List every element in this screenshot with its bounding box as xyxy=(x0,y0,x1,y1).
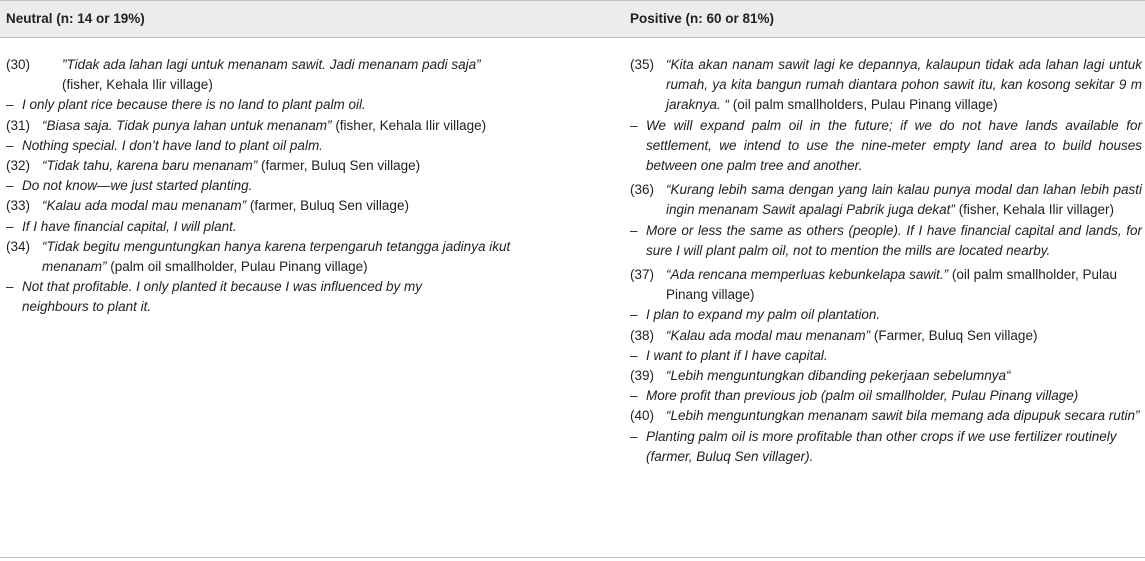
dash: – xyxy=(6,137,14,153)
list-item xyxy=(630,180,1142,261)
entry-translation: More profit than previous job (palm oil smallholder, Pulau Pinang village) xyxy=(646,388,1079,404)
entry-translation: Nothing special. I don’t have land to plant oil palm. xyxy=(22,137,323,153)
list-item xyxy=(6,156,526,196)
entry-number: (31) xyxy=(6,117,31,133)
entry-translation: Do not know—we just started planting. xyxy=(22,178,253,194)
entry-source: (Farmer, Buluq Sen village) xyxy=(873,327,1038,343)
entry-number: (35) xyxy=(630,57,655,72)
neutral-column xyxy=(6,55,526,318)
list-item xyxy=(6,55,526,116)
entry-number: (40) xyxy=(630,408,655,424)
entry-translation: If I have financial capital, I will plant. xyxy=(22,218,237,234)
entry-translation: Planting palm oil is more profitable than other crops if we use fertilizer routinely (farmer, Buluq Sen villager). xyxy=(646,428,1117,464)
entry-number: (39) xyxy=(630,368,655,384)
entry-translation: I want to plant if I have capital. xyxy=(646,347,828,363)
entry-source: (oil palm smallholders, Pulau Pinang village) xyxy=(732,97,998,113)
list-item xyxy=(630,55,1142,176)
entry-number: (38) xyxy=(630,327,655,343)
entry-quote: “Biasa saja. Tidak punya lahan untuk menanam” xyxy=(42,117,332,133)
dash: – xyxy=(630,222,638,238)
entry-number: (36) xyxy=(630,182,655,198)
entry-source: (fisher, Kehala Ilir village) xyxy=(62,77,213,93)
entry-quote: “Kita akan nanam sawit lagi ke depannya, kalaupun tidak ada lahan lagi untuk rumah, ya kita bangun rumah diantara pohon sawit itu, kan kosong sekitar 9 m jaraknya. “ xyxy=(666,57,1142,113)
list-item xyxy=(630,366,1142,406)
entry-quote: “Tidak begitu menguntungkan hanya karena terpengaruh tetangga jadinya ikut menanam” xyxy=(42,238,511,275)
dash: – xyxy=(630,117,638,133)
entry-source: (oil palm smallholder, Pulau Pinang village) xyxy=(666,267,1118,303)
list-item xyxy=(630,265,1142,326)
list-item xyxy=(6,116,526,156)
list-item xyxy=(630,406,1142,467)
table-header-row xyxy=(0,0,1145,38)
dash: – xyxy=(630,428,638,444)
entry-number: (32) xyxy=(6,158,31,174)
header-neutral: Neutral (n: 14 or 19%) xyxy=(6,11,145,26)
list-item xyxy=(6,196,526,236)
entry-quote: “Kurang lebih sama dengan yang lain kalau punya modal dan lahan lebih pasti ingin menanam Sawit apalagi Pabrik juga dekat” xyxy=(666,182,1142,218)
entry-quote: ”Tidak ada lahan lagi untuk menanam sawit. Jadi menanam padi saja” xyxy=(62,57,481,72)
entry-quote: “Kalau ada modal mau menanam” xyxy=(42,198,247,214)
entry-number: (30) xyxy=(6,57,31,72)
dash: – xyxy=(6,97,14,113)
entry-source: (fisher, Kehala Ilir villager) xyxy=(958,202,1114,218)
entry-number: (33) xyxy=(6,198,31,214)
entry-translation: I only plant rice because there is no land to plant palm oil. xyxy=(22,97,366,113)
list-item xyxy=(630,326,1142,366)
dash: – xyxy=(6,279,14,295)
dash: – xyxy=(6,178,14,194)
entry-translation: Not that profitable. I only planted it because I was influenced by my neighbours to plant it. xyxy=(22,279,422,315)
entry-source: (farmer, Buluq Sen village) xyxy=(261,158,421,174)
dash: – xyxy=(630,388,638,404)
entry-source: (farmer, Buluq Sen village) xyxy=(249,198,409,214)
entry-number: (37) xyxy=(630,267,655,283)
entry-quote: “Kalau ada modal mau menanam” xyxy=(666,327,871,343)
header-positive: Positive (n: 60 or 81%) xyxy=(630,11,775,26)
entry-quote: “Lebih menguntungkan dibanding pekerjaan sebelumnya“ xyxy=(666,368,1011,384)
entry-quote: “Lebih menguntungkan menanam sawit bila memang ada dipupuk secara rutin” xyxy=(666,408,1140,424)
entry-number: (34) xyxy=(6,238,31,254)
bottom-rule xyxy=(0,557,1145,558)
entry-translation: More or less the same as others (people). If I have financial capital and lands, for sure I will plant palm oil, not to mention the mills are located nearby. xyxy=(646,222,1142,258)
list-item xyxy=(6,237,526,318)
entry-quote: “Tidak tahu, karena baru menanam” xyxy=(42,158,258,174)
dash: – xyxy=(6,218,14,234)
positive-column xyxy=(630,55,1142,467)
entry-translation: I plan to expand my palm oil plantation. xyxy=(646,307,881,323)
entry-quote: “Ada rencana memperluas kebunkelapa sawit.” xyxy=(666,267,949,283)
entry-translation: We will expand palm oil in the future; if we do not have lands available for settlement, we intend to use the nine-meter empty land area to build houses between one palm tree and another. xyxy=(646,117,1142,174)
entry-source: (palm oil smallholder, Pulau Pinang village) xyxy=(110,259,368,275)
entry-source: (fisher, Kehala Ilir village) xyxy=(335,117,487,133)
dash: – xyxy=(630,307,638,323)
dash: – xyxy=(630,347,638,363)
